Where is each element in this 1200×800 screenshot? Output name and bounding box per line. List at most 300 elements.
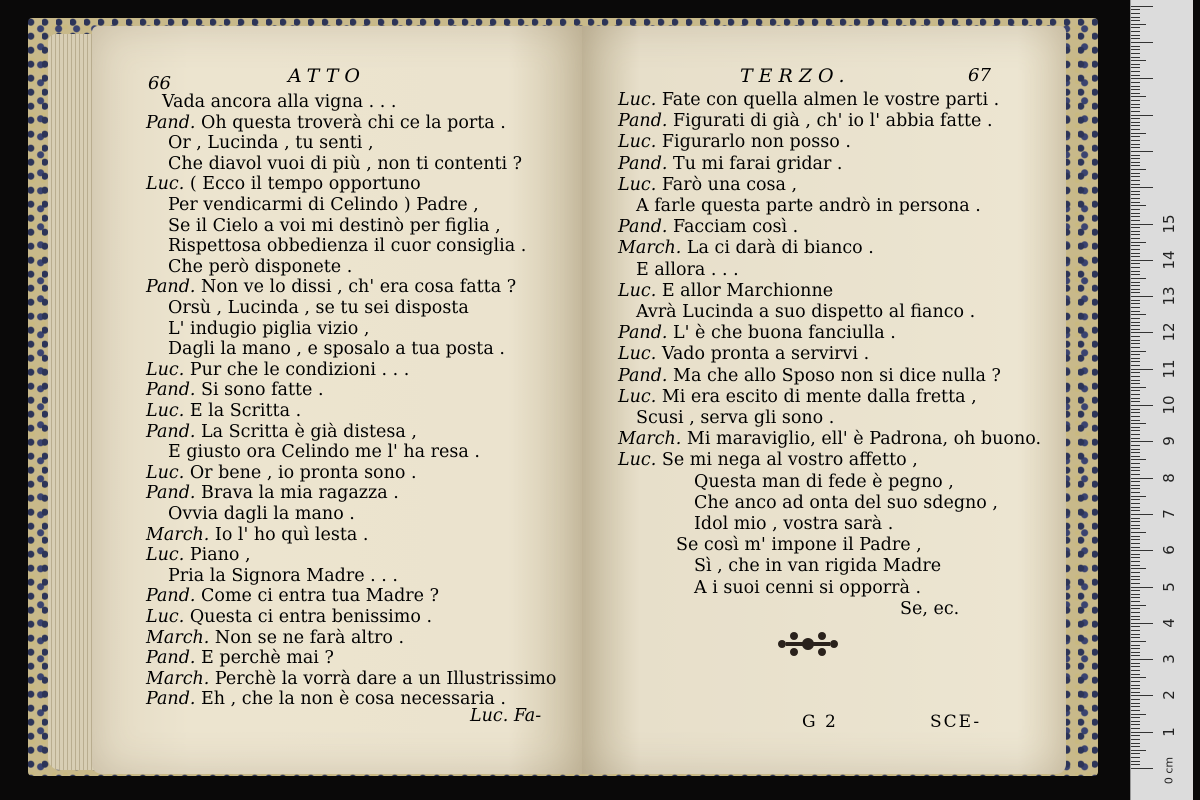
ruler-tick [1131, 685, 1140, 686]
speaker-name: March. [618, 429, 682, 450]
spoken-text: Come ci entra tua Madre ? [195, 586, 439, 607]
spoken-text: Se così m' impone il Padre , [676, 535, 922, 556]
ruler-tick [1131, 587, 1153, 588]
signature-mark: G 2 [802, 712, 838, 732]
ruler-tick [1131, 706, 1140, 707]
ruler-tick [1131, 125, 1140, 126]
ruler-tick [1131, 753, 1140, 754]
speaker-name: March. [146, 668, 210, 689]
spoken-text: Vada ancora alla vigna . . . [162, 92, 397, 112]
ruler-tick [1131, 267, 1140, 268]
right-text-line [618, 281, 833, 301]
speaker-name: Luc. [618, 280, 657, 301]
right-text-line [618, 238, 874, 258]
ruler-tick [1131, 597, 1140, 598]
ruler-tick [1131, 49, 1140, 50]
ruler-tick [1131, 459, 1146, 460]
ruler-tick [1131, 82, 1140, 83]
ruler-tick [1131, 104, 1140, 105]
ruler-tick [1131, 107, 1140, 108]
ruler-tick [1131, 735, 1140, 736]
spoken-text: Sì , che in van rigida Madre [694, 556, 942, 577]
right-text-line [676, 535, 922, 555]
speaker-name: Pand. [618, 217, 668, 238]
speaker-name: Luc. [146, 607, 185, 627]
right-text-line [694, 556, 941, 576]
ruler-tick [1131, 394, 1140, 395]
ruler-tick [1131, 289, 1140, 290]
ruler-tick [1131, 191, 1140, 192]
ruler-tick [1131, 514, 1153, 515]
ruler-tick [1131, 507, 1140, 508]
ruler-tick [1131, 354, 1140, 355]
right-text-line [618, 132, 851, 152]
ruler-tick [1131, 692, 1140, 693]
ruler-tick [1131, 6, 1153, 7]
right-text-line [618, 429, 1041, 449]
spoken-text: A farle questa parte andrò in persona . [636, 196, 981, 216]
ruler-tick [1131, 576, 1140, 577]
ruler-tick [1131, 405, 1153, 406]
spoken-text: Tu mi farai gridar . [667, 153, 843, 174]
spoken-text: Or , Lucinda , tu senti , [168, 133, 374, 154]
speaker-name: Luc. [146, 174, 185, 195]
ruler-tick [1131, 242, 1146, 243]
spoken-text: Scusi , serva gli sono . [636, 408, 835, 428]
ruler-tick [1131, 554, 1140, 555]
right-page-number: 67 [968, 65, 991, 86]
speaker-name: Luc. [146, 359, 185, 380]
speaker-name: Pand. [146, 648, 196, 669]
spoken-text: Orsù , Lucinda , se tu sei disposta [168, 298, 469, 318]
ruler-tick [1131, 20, 1140, 21]
ruler-tick [1131, 253, 1140, 254]
left-text-line [146, 525, 368, 545]
ruler-tick [1131, 147, 1140, 148]
left-text-line [146, 277, 516, 297]
ruler-tick [1131, 245, 1140, 246]
ruler-tick [1131, 525, 1140, 526]
spoken-text: E giusto ora Celindo me l' ha resa . [168, 442, 480, 463]
spoken-text: Fate con quella almen le vostre parti . [656, 90, 1000, 110]
left-text-line [162, 92, 396, 112]
speaker-name: Luc. [618, 450, 657, 471]
right-text-line [618, 344, 869, 364]
left-text-line [146, 669, 556, 689]
spoken-text: Che anco ad onta del suo sdegno , [694, 492, 998, 513]
ruler-tick [1131, 579, 1140, 580]
ruler-tick [1131, 401, 1140, 402]
ruler-tick [1131, 681, 1140, 682]
ruler-tick [1131, 224, 1153, 225]
ruler-tick [1131, 202, 1140, 203]
speaker-name: Pand. [146, 586, 196, 607]
spoken-text: Si sono fatte . [195, 380, 324, 401]
left-text-line [168, 442, 480, 462]
ruler-tick [1131, 409, 1140, 410]
right-text-line [694, 514, 893, 534]
ruler-tick [1131, 605, 1146, 606]
left-text-line [146, 360, 409, 380]
ruler-tick [1131, 764, 1140, 765]
ruler-tick [1131, 695, 1153, 696]
ruler-tick [1131, 122, 1140, 123]
left-text-line [168, 216, 501, 236]
ruler-tick [1131, 205, 1146, 206]
ruler-tick [1131, 151, 1153, 152]
ruler-unit-label: 0 cm [1162, 756, 1176, 785]
ruler-tick [1131, 557, 1140, 558]
ruler-tick [1131, 194, 1140, 195]
right-text-line [636, 260, 739, 280]
ruler-tick [1131, 129, 1140, 130]
spoken-text: Figurati di già , ch' io l' abbia fatte . [667, 111, 993, 132]
speaker-name: Luc. [146, 401, 185, 421]
ruler-tick [1131, 703, 1140, 704]
ruler-label: 14 [1160, 250, 1178, 270]
ruler-tick [1131, 187, 1153, 188]
ruler-tick [1131, 688, 1140, 689]
ruler-tick [1131, 612, 1140, 613]
ruler-tick [1131, 761, 1140, 762]
right-text-line [618, 323, 896, 343]
ruler-tick [1131, 648, 1140, 649]
ruler-tick [1131, 659, 1153, 660]
spoken-text: Io l' ho quì lesta . [209, 524, 369, 545]
right-text-line [618, 154, 842, 174]
ruler-tick [1131, 115, 1153, 116]
spoken-text: Se mi nega al vostro affetto , [656, 450, 918, 471]
spoken-text: Ma che allo Sposo non si dice nulla ? [667, 365, 1001, 386]
spoken-text: Mi maraviglio, ell' è Padrona, oh buono. [681, 429, 1042, 450]
ruler-tick [1131, 53, 1140, 54]
ruler-tick [1131, 318, 1140, 319]
left-text-line [146, 422, 417, 442]
ruler-tick [1131, 630, 1140, 631]
ruler-tick [1131, 623, 1153, 624]
ruler-tick [1131, 499, 1140, 500]
ruler-tick [1131, 652, 1140, 653]
ruler-tick [1131, 263, 1140, 264]
spoken-text: Che però disponete . [168, 256, 353, 277]
left-running-head: ATTO [288, 65, 366, 87]
ruler-tick [1131, 547, 1140, 548]
ruler-tick [1131, 474, 1140, 475]
speaker-name: Pand. [618, 365, 668, 386]
spoken-text: Non se ne farà altro . [209, 627, 405, 648]
left-text-line [146, 174, 421, 194]
ruler-tick [1131, 398, 1140, 399]
ruler-tick [1131, 96, 1146, 97]
ruler-tick [1131, 282, 1140, 283]
right-text-line [636, 302, 975, 322]
ruler-tick [1131, 430, 1140, 431]
ruler-tick [1131, 9, 1140, 10]
ruler-tick [1131, 434, 1140, 435]
ruler-tick [1131, 198, 1140, 199]
ruler-tick [1131, 271, 1140, 272]
ruler-tick [1131, 470, 1140, 471]
ruler-tick [1131, 231, 1140, 232]
ruler-tick [1131, 572, 1140, 573]
ruler-tick [1131, 260, 1153, 261]
ruler-tick [1131, 165, 1140, 166]
speaker-name: March. [146, 524, 210, 545]
ruler-tick [1131, 60, 1146, 61]
ruler-tick [1131, 488, 1140, 489]
ruler-tick [1131, 300, 1140, 301]
speaker-name: Luc. [146, 545, 185, 566]
ruler-tick [1131, 757, 1140, 758]
ruler-tick [1131, 322, 1140, 323]
ruler-label: 2 [1160, 690, 1178, 701]
right-text-line [618, 366, 1001, 386]
ruler-tick [1131, 380, 1140, 381]
ruler-tick [1131, 532, 1146, 533]
ruler-tick [1131, 27, 1140, 28]
ruler-label: 12 [1160, 322, 1178, 342]
left-text-line [168, 236, 526, 256]
ruler-tick [1131, 361, 1140, 362]
right-text-line [694, 472, 954, 492]
right-text-line [618, 90, 999, 110]
left-text-line [146, 483, 399, 503]
ruler-tick [1131, 256, 1140, 257]
ruler-tick [1131, 133, 1146, 134]
ruler-tick [1131, 467, 1140, 468]
speaker-name: Pand. [618, 153, 668, 174]
spoken-text: Se il Cielo a voi mi destinò per figlia , [168, 215, 501, 236]
ruler-tick [1131, 340, 1140, 341]
speaker-name: Luc. [618, 344, 657, 365]
ruler-tick [1131, 93, 1140, 94]
ruler-tick [1131, 329, 1140, 330]
ruler-tick [1131, 376, 1140, 377]
ruler-tick [1131, 314, 1146, 315]
ruler-tick [1131, 528, 1140, 529]
ruler-tick [1131, 536, 1140, 537]
ruler-tick [1131, 637, 1140, 638]
left-text-line [146, 401, 301, 421]
right-text-line [900, 599, 959, 619]
ruler-tick [1131, 728, 1140, 729]
spoken-text: Mi era escito di mente dalla fretta , [656, 386, 977, 407]
ruler-tick [1131, 387, 1146, 388]
spoken-text: Dagli la mano , e sposalo a tua posta . [168, 339, 505, 360]
ruler-tick [1131, 140, 1140, 141]
ruler-tick [1131, 64, 1140, 65]
ruler-tick [1131, 184, 1140, 185]
ruler-tick [1131, 423, 1146, 424]
right-running-head: TERZO. [740, 65, 851, 87]
ruler-tick [1131, 307, 1140, 308]
right-text-line [618, 175, 797, 195]
spoken-text: Non ve lo dissi , ch' era cosa fatta ? [195, 277, 517, 298]
left-text-line [168, 257, 352, 277]
ruler-label: 8 [1160, 472, 1178, 483]
spoken-text: Se, ec. [900, 598, 960, 619]
ruler-tick [1131, 325, 1140, 326]
spoken-text: Questa man di fede è pegno , [694, 471, 954, 492]
spoken-text: Rispettosa obbedienza il cuor consiglia . [168, 236, 527, 257]
right-text-line [636, 408, 834, 428]
spoken-text: Piano , [184, 545, 251, 566]
ruler-tick [1131, 169, 1146, 170]
ruler-tick [1131, 539, 1140, 540]
ruler-tick [1131, 285, 1140, 286]
left-text-line [146, 648, 334, 668]
ruler-tick [1131, 38, 1140, 39]
ruler-tick [1131, 590, 1140, 591]
ruler-tick [1131, 510, 1140, 511]
ruler-tick [1131, 67, 1140, 68]
ruler-tick [1131, 583, 1140, 584]
speaker-name: Luc. [618, 132, 657, 153]
ruler-label: 10 [1160, 395, 1178, 415]
ruler-tick [1131, 438, 1140, 439]
ruler-tick [1131, 173, 1140, 174]
spoken-text: Perchè la vorrà dare a un Illustrissimo [209, 668, 557, 689]
ruler-tick [1131, 303, 1140, 304]
ruler-tick [1131, 13, 1140, 14]
ruler-tick [1131, 46, 1140, 47]
speaker-name: Pand. [146, 277, 196, 298]
ruler-tick [1131, 478, 1153, 479]
right-text-line [618, 450, 918, 470]
ruler-tick [1131, 739, 1140, 740]
ruler-label: 1 [1160, 726, 1178, 737]
left-text-line [168, 195, 479, 215]
spoken-text: Che diavol vuoi di più , non ti contenti ? [168, 153, 523, 174]
right-catchword: SCE- [930, 712, 982, 732]
ruler-tick [1131, 750, 1146, 751]
spoken-text: L' indugio piglia vizio , [168, 318, 370, 339]
right-text-line [618, 217, 798, 237]
left-text-line [168, 319, 369, 339]
ruler-tick [1131, 369, 1153, 370]
speaker-name: Luc. [146, 462, 185, 483]
ruler-label: 13 [1160, 286, 1178, 306]
speaker-name: Pand. [146, 689, 196, 710]
spoken-text: Brava la mia ragazza . [195, 483, 399, 504]
spoken-text: Avrà Lucinda a suo dispetto al fianco . [636, 302, 976, 322]
left-text-line [168, 339, 505, 359]
ruler-tick [1131, 420, 1140, 421]
ruler-tick [1131, 452, 1140, 453]
ruler-tick [1131, 663, 1140, 664]
ruler-tick [1131, 619, 1140, 620]
ruler-tick [1131, 543, 1140, 544]
ruler-tick [1131, 31, 1140, 32]
left-text-line [168, 154, 522, 174]
ruler-tick [1131, 343, 1140, 344]
speaker-name: Luc. [618, 90, 657, 110]
ruler-tick [1131, 550, 1153, 551]
ruler-tick [1131, 347, 1140, 348]
ruler-tick [1131, 180, 1140, 181]
ruler-tick [1131, 216, 1140, 217]
spoken-text: La ci darà di bianco . [681, 238, 874, 259]
ruler-tick [1131, 655, 1140, 656]
ruler-tick [1131, 724, 1140, 725]
ruler-tick [1131, 674, 1140, 675]
spoken-text: Farò una cosa , [656, 174, 798, 195]
scale-ruler [1130, 0, 1193, 800]
spoken-text: Facciam così . [667, 217, 799, 238]
speaker-name: Luc. [618, 174, 657, 195]
ruler-tick [1131, 601, 1140, 602]
ruler-tick [1131, 634, 1140, 635]
spoken-text: Idol mio , vostra sarà . [694, 514, 894, 534]
ruler-tick [1131, 521, 1140, 522]
spoken-text: Questa ci entra benissimo . [184, 607, 433, 627]
spoken-text: Vado pronta a servirvi . [656, 344, 870, 365]
ruler-tick [1131, 710, 1140, 711]
ruler-tick [1131, 518, 1140, 519]
spoken-text: Figurarlo non posso . [656, 132, 851, 153]
ruler-tick [1131, 383, 1140, 384]
right-text-line [694, 493, 998, 513]
left-catchword: Luc. Fa- [470, 706, 542, 726]
ruler-tick [1131, 445, 1140, 446]
ruler-tick [1131, 111, 1140, 112]
spoken-text: E allora . . . [636, 259, 739, 280]
speaker-name: Pand. [618, 111, 668, 132]
ruler-tick [1131, 666, 1140, 667]
left-text-line [146, 628, 404, 648]
ruler-tick [1131, 278, 1146, 279]
speaker-name: Pand. [146, 112, 196, 133]
ruler-tick [1131, 35, 1140, 36]
page-edges [48, 34, 98, 770]
ruler-tick [1131, 336, 1140, 337]
spoken-text: Pria la Signora Madre . . . [168, 565, 398, 586]
spoken-text: Per vendicarmi di Celindo ) Padre , [168, 195, 479, 215]
ruler-label: 15 [1160, 213, 1178, 234]
left-text-line [168, 298, 469, 318]
ruler-tick [1131, 645, 1140, 646]
ruler-label: 3 [1160, 654, 1178, 664]
ruler-tick [1131, 481, 1140, 482]
ruler-tick [1131, 412, 1140, 413]
ruler-tick [1131, 699, 1140, 700]
ruler-tick [1131, 616, 1140, 617]
spoken-text: L' è che buona fanciulla . [667, 323, 896, 344]
ruler-tick [1131, 351, 1146, 352]
spoken-text: A i suoi cenni si opporrà . [694, 577, 922, 598]
ruler-tick [1131, 565, 1140, 566]
speaker-name: Pand. [146, 380, 196, 401]
ruler-tick [1131, 274, 1140, 275]
left-text-line [146, 607, 432, 627]
ruler-tick [1131, 449, 1140, 450]
ruler-tick [1131, 71, 1140, 72]
ruler-tick [1131, 238, 1140, 239]
speaker-name: March. [146, 627, 210, 648]
ruler-tick [1131, 427, 1140, 428]
right-text-line [618, 111, 993, 131]
ruler-tick [1131, 717, 1140, 718]
ruler-tick [1131, 86, 1140, 87]
spoken-text: ( Ecco il tempo opportuno [184, 174, 421, 195]
ruler-tick [1131, 568, 1146, 569]
ruler-tick [1131, 296, 1153, 297]
ruler-tick [1131, 311, 1140, 312]
ruler-tick [1131, 213, 1140, 214]
left-text-line [146, 545, 251, 565]
printer-ornament [776, 626, 840, 662]
ruler-tick [1131, 496, 1146, 497]
